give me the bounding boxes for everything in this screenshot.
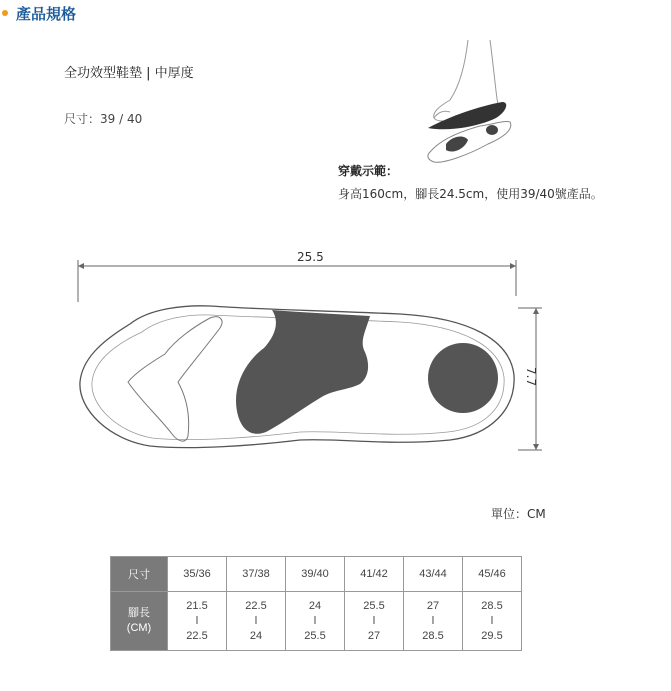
foot-length-header-unit: (CM) [126, 622, 152, 634]
range-separator: l [431, 614, 435, 627]
foot-length-max: 27 [367, 629, 381, 642]
size-cell: 43/44 [404, 557, 463, 592]
range-separator: l [254, 614, 258, 627]
foot-length-min: 27 [426, 599, 440, 612]
size-cell: 41/42 [345, 557, 404, 592]
foot-length-max: 22.5 [186, 629, 208, 642]
range-separator: l [313, 614, 317, 627]
foot-length-min: 21.5 [186, 599, 208, 612]
foot-length-min: 25.5 [363, 599, 385, 612]
foot-length-max: 28.5 [422, 629, 444, 642]
bullet-icon [2, 10, 8, 16]
foot-length-cell [227, 592, 286, 651]
size-header: 尺寸 [111, 557, 168, 592]
foot-length-min: 22.5 [245, 599, 267, 612]
range-separator: l [372, 614, 376, 627]
size-cell: 39/40 [286, 557, 345, 592]
size-chart-table [110, 556, 522, 651]
product-size: 尺寸：39 / 40 [64, 112, 143, 126]
length-value: 25.5 [297, 250, 324, 264]
foot-length-cell [463, 592, 522, 651]
model-description: 身高160cm，腳長24.5cm，使用39/40號產品。 [338, 187, 603, 201]
size-cell: 35/36 [168, 557, 227, 592]
insole-diagram [70, 250, 550, 460]
foot-length-cell [168, 592, 227, 651]
foot-length-cell [404, 592, 463, 651]
foot-length-min: 28.5 [481, 599, 503, 612]
size-row [111, 557, 522, 592]
section-title-text: 產品規格 [16, 4, 77, 23]
foot-length-cell [286, 592, 345, 651]
range-separator: l [195, 614, 199, 627]
foot-length-max: 29.5 [481, 629, 503, 642]
product-name: 全功效型鞋墊 | 中厚度 [64, 66, 194, 81]
width-value: 7.7 [524, 367, 538, 387]
foot-length-min: 24 [308, 599, 322, 612]
foot-length-cell [345, 592, 404, 651]
range-separator: l [490, 614, 494, 627]
foot-length-max: 24 [249, 629, 263, 642]
foot-length-header [111, 592, 168, 651]
size-cell: 45/46 [463, 557, 522, 592]
section-title [0, 0, 76, 26]
size-cell: 37/38 [227, 557, 286, 592]
model-label: 穿戴示範： [338, 164, 399, 178]
foot-length-max: 25.5 [304, 629, 326, 642]
foot-length-header-label: 腳長 [128, 607, 150, 619]
foot-illustration [410, 40, 600, 180]
unit-label: 單位：CM [491, 507, 546, 521]
foot-length-row [111, 592, 522, 651]
